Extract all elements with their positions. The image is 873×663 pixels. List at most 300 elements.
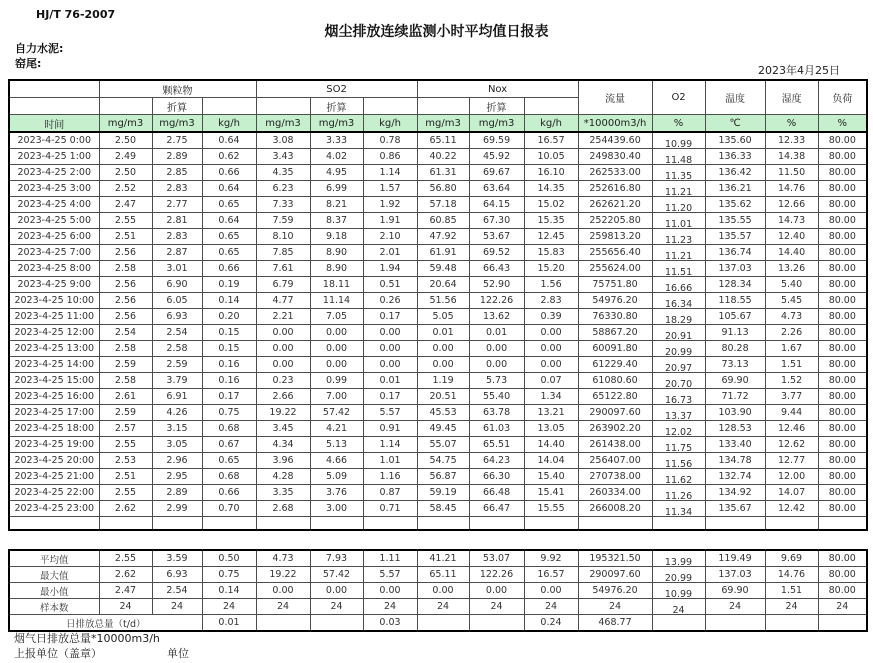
- summary-value-cell: 24: [256, 599, 310, 615]
- value-cell: 0.65: [202, 229, 256, 245]
- value-cell: 0.00: [256, 325, 310, 341]
- time-cell: 2023-4-25 7:00: [9, 245, 99, 261]
- value-cell: 0.65: [202, 245, 256, 261]
- table-row: [9, 469, 867, 485]
- value-cell: 2.56: [99, 277, 152, 293]
- table-row: [9, 501, 867, 517]
- value-cell: 252616.80: [578, 181, 652, 197]
- value-cell: 256407.00: [578, 453, 652, 469]
- time-cell: 2023-4-25 6:00: [9, 229, 99, 245]
- value-cell: 0.68: [202, 469, 256, 485]
- summary-label: 样本数: [9, 599, 99, 615]
- value-cell: 4.02: [310, 149, 363, 165]
- value-cell: 80.00: [818, 325, 867, 341]
- value-cell: 11.01: [652, 213, 705, 229]
- empty-cell: [578, 517, 652, 531]
- value-cell: 0.23: [256, 373, 310, 389]
- value-cell: 45.53: [417, 405, 469, 421]
- summary-value-cell: 24: [578, 599, 652, 615]
- value-cell: 6.05: [152, 293, 202, 309]
- value-cell: 136.42: [705, 165, 765, 181]
- value-cell: 5.40: [765, 277, 818, 293]
- time-cell: 2023-4-25 21:00: [9, 469, 99, 485]
- summary-value-cell: 9.92: [524, 550, 578, 567]
- empty-cell: [705, 517, 765, 531]
- value-cell: 0.66: [202, 485, 256, 501]
- value-cell: 69.90: [705, 373, 765, 389]
- daily-total-cell: 0.24: [524, 615, 578, 632]
- value-cell: 135.62: [705, 197, 765, 213]
- value-cell: 12.66: [765, 197, 818, 213]
- value-cell: 2.58: [99, 261, 152, 277]
- table-row: [9, 357, 867, 373]
- value-cell: 3.35: [256, 485, 310, 501]
- summary-value-cell: 80.00: [818, 583, 867, 599]
- time-cell: 2023-4-25 23:00: [9, 501, 99, 517]
- value-cell: 3.43: [256, 149, 310, 165]
- empty-cell: [152, 517, 202, 531]
- value-cell: 20.99: [652, 341, 705, 357]
- value-cell: 5.09: [310, 469, 363, 485]
- value-cell: 14.40: [524, 437, 578, 453]
- time-cell: 2023-4-25 4:00: [9, 197, 99, 213]
- summary-value-cell: 4.73: [256, 550, 310, 567]
- value-cell: 0.16: [202, 357, 256, 373]
- group-humidity: 湿度: [765, 80, 818, 115]
- summary-value-cell: 65.11: [417, 567, 469, 583]
- daily-total-cell: [417, 615, 469, 632]
- table-row: [9, 309, 867, 325]
- value-cell: 0.62: [202, 149, 256, 165]
- table-row: [9, 165, 867, 181]
- value-cell: 5.13: [310, 437, 363, 453]
- value-cell: 118.55: [705, 293, 765, 309]
- value-cell: 80.00: [818, 293, 867, 309]
- daily-total-cell: [818, 615, 867, 632]
- value-cell: 5.05: [417, 309, 469, 325]
- daily-total-cell: 0.01: [202, 615, 256, 632]
- value-cell: 0.66: [202, 261, 256, 277]
- summary-value-cell: 2.54: [152, 583, 202, 599]
- value-cell: 8.37: [310, 213, 363, 229]
- time-cell: 2023-4-25 15:00: [9, 373, 99, 389]
- summary-value-cell: 290097.60: [578, 567, 652, 583]
- summary-value-cell: 10.99: [652, 583, 705, 599]
- empty-cell: [202, 517, 256, 531]
- value-cell: 80.00: [818, 229, 867, 245]
- value-cell: 1.34: [524, 389, 578, 405]
- value-cell: 3.05: [152, 437, 202, 453]
- unit-header: mg/m3: [417, 115, 469, 133]
- value-cell: 128.53: [705, 421, 765, 437]
- value-cell: 2.89: [152, 485, 202, 501]
- group-so2: SO2: [256, 80, 417, 98]
- value-cell: 3.77: [765, 389, 818, 405]
- table-row: [9, 389, 867, 405]
- summary-value-cell: 41.21: [417, 550, 469, 567]
- summary-value-cell: 0.00: [256, 583, 310, 599]
- group-nox: Nox: [417, 80, 578, 98]
- daily-total-cell: [310, 615, 363, 632]
- summary-row: [9, 583, 867, 599]
- value-cell: 80.00: [818, 389, 867, 405]
- value-cell: 80.00: [818, 309, 867, 325]
- value-cell: 61229.40: [578, 357, 652, 373]
- value-cell: 11.26: [652, 485, 705, 501]
- summary-value-cell: 24: [99, 599, 152, 615]
- summary-value-cell: 195321.50: [578, 550, 652, 567]
- value-cell: 0.00: [417, 341, 469, 357]
- value-cell: 14.40: [765, 245, 818, 261]
- value-cell: 80.00: [818, 245, 867, 261]
- time-cell: 2023-4-25 2:00: [9, 165, 99, 181]
- summary-value-cell: 0.00: [417, 583, 469, 599]
- value-cell: 76330.80: [578, 309, 652, 325]
- table-row: [9, 245, 867, 261]
- value-cell: 7.85: [256, 245, 310, 261]
- value-cell: 135.67: [705, 501, 765, 517]
- value-cell: 47.92: [417, 229, 469, 245]
- value-cell: 11.34: [652, 501, 705, 517]
- value-cell: 2.81: [152, 213, 202, 229]
- table-row: [9, 197, 867, 213]
- value-cell: 263902.20: [578, 421, 652, 437]
- unit-header: mg/m3: [310, 115, 363, 133]
- value-cell: 0.00: [524, 325, 578, 341]
- daily-total-cell: 468.77: [578, 615, 652, 632]
- summary-value-cell: 119.49: [705, 550, 765, 567]
- time-cell: 2023-4-25 11:00: [9, 309, 99, 325]
- value-cell: 80.00: [818, 261, 867, 277]
- value-cell: 64.23: [469, 453, 524, 469]
- value-cell: 2.61: [99, 389, 152, 405]
- doc-code: HJ/T 76-2007: [36, 8, 116, 21]
- value-cell: 259813.20: [578, 229, 652, 245]
- value-cell: 266008.20: [578, 501, 652, 517]
- summary-value-cell: 9.69: [765, 550, 818, 567]
- table-row: [9, 277, 867, 293]
- value-cell: 5.73: [469, 373, 524, 389]
- value-cell: 2.58: [99, 341, 152, 357]
- value-cell: 6.79: [256, 277, 310, 293]
- value-cell: 80.00: [818, 357, 867, 373]
- value-cell: 0.14: [202, 293, 256, 309]
- unit-header: kg/h: [202, 115, 256, 133]
- value-cell: 75751.80: [578, 277, 652, 293]
- value-cell: 51.56: [417, 293, 469, 309]
- value-cell: 80.00: [818, 277, 867, 293]
- time-cell: 2023-4-25 1:00: [9, 149, 99, 165]
- value-cell: 260334.00: [578, 485, 652, 501]
- summary-value-cell: 54976.20: [578, 583, 652, 599]
- value-cell: 11.62: [652, 469, 705, 485]
- value-cell: 58.45: [417, 501, 469, 517]
- value-cell: 0.67: [202, 437, 256, 453]
- value-cell: 80.00: [818, 405, 867, 421]
- page-title: 烟尘排放连续监测小时平均值日报表: [324, 24, 549, 40]
- value-cell: 3.15: [152, 421, 202, 437]
- value-cell: 80.00: [818, 453, 867, 469]
- value-cell: 0.64: [202, 132, 256, 149]
- empty-cell: [417, 517, 469, 531]
- value-cell: 135.60: [705, 132, 765, 149]
- value-cell: 0.51: [363, 277, 417, 293]
- value-cell: 15.35: [524, 213, 578, 229]
- value-cell: 61.31: [417, 165, 469, 181]
- value-cell: 134.92: [705, 485, 765, 501]
- value-cell: 0.64: [202, 213, 256, 229]
- value-cell: 3.08: [256, 132, 310, 149]
- summary-label: 最大值: [9, 567, 99, 583]
- summary-value-cell: 0.00: [469, 583, 524, 599]
- value-cell: 66.48: [469, 485, 524, 501]
- value-cell: 12.77: [765, 453, 818, 469]
- value-cell: 0.00: [310, 357, 363, 373]
- summary-value-cell: 1.11: [363, 550, 417, 567]
- value-cell: 13.37: [652, 405, 705, 421]
- value-cell: 14.73: [765, 213, 818, 229]
- value-cell: 0.17: [363, 389, 417, 405]
- flue-gas-total-note: 烟气日排放总量*10000m3/h: [14, 632, 160, 645]
- value-cell: 2.10: [363, 229, 417, 245]
- value-cell: 4.77: [256, 293, 310, 309]
- value-cell: 11.75: [652, 437, 705, 453]
- value-cell: 2.83: [152, 229, 202, 245]
- value-cell: 103.90: [705, 405, 765, 421]
- value-cell: 3.33: [310, 132, 363, 149]
- value-cell: 63.64: [469, 181, 524, 197]
- value-cell: 0.00: [417, 357, 469, 373]
- value-cell: 105.67: [705, 309, 765, 325]
- summary-value-cell: 0.00: [524, 583, 578, 599]
- time-cell: 2023-4-25 8:00: [9, 261, 99, 277]
- empty-cell: [256, 98, 310, 115]
- value-cell: 0.15: [202, 341, 256, 357]
- empty-cell: [417, 98, 469, 115]
- value-cell: 19.22: [256, 405, 310, 421]
- value-cell: 0.01: [469, 325, 524, 341]
- value-cell: 54976.20: [578, 293, 652, 309]
- value-cell: 1.67: [765, 341, 818, 357]
- value-cell: 2.57: [99, 421, 152, 437]
- value-cell: 4.26: [152, 405, 202, 421]
- empty-cell: [818, 517, 867, 531]
- value-cell: 71.72: [705, 389, 765, 405]
- value-cell: 15.55: [524, 501, 578, 517]
- value-cell: 4.21: [310, 421, 363, 437]
- value-cell: 1.14: [363, 437, 417, 453]
- empty-cell: [99, 98, 152, 115]
- value-cell: 12.33: [765, 132, 818, 149]
- value-cell: 13.26: [765, 261, 818, 277]
- value-cell: 66.43: [469, 261, 524, 277]
- table-row: [9, 213, 867, 229]
- value-cell: 66.30: [469, 469, 524, 485]
- summary-value-cell: 57.42: [310, 567, 363, 583]
- summary-value-cell: 24: [310, 599, 363, 615]
- value-cell: 16.34: [652, 293, 705, 309]
- time-cell: 2023-4-25 0:00: [9, 132, 99, 149]
- value-cell: 6.23: [256, 181, 310, 197]
- value-cell: 91.13: [705, 325, 765, 341]
- value-cell: 16.66: [652, 277, 705, 293]
- value-cell: 45.92: [469, 149, 524, 165]
- empty-cell: [256, 517, 310, 531]
- empty-cell: [524, 98, 578, 115]
- value-cell: 0.68: [202, 421, 256, 437]
- empty-cell: [363, 98, 417, 115]
- value-cell: 2.51: [99, 469, 152, 485]
- table-row: [9, 405, 867, 421]
- value-cell: 2.77: [152, 197, 202, 213]
- value-cell: 80.00: [818, 421, 867, 437]
- value-cell: 69.52: [469, 245, 524, 261]
- value-cell: 0.70: [202, 501, 256, 517]
- unit-header: kg/h: [363, 115, 417, 133]
- value-cell: 6.99: [310, 181, 363, 197]
- value-cell: 10.05: [524, 149, 578, 165]
- value-cell: 18.29: [652, 309, 705, 325]
- value-cell: 13.62: [469, 309, 524, 325]
- value-cell: 15.20: [524, 261, 578, 277]
- value-cell: 2.75: [152, 132, 202, 149]
- value-cell: 73.13: [705, 357, 765, 373]
- converted-label: 折算: [469, 98, 524, 115]
- table-row: [9, 437, 867, 453]
- value-cell: 12.02: [652, 421, 705, 437]
- value-cell: 15.40: [524, 469, 578, 485]
- time-cell: 2023-4-25 9:00: [9, 277, 99, 293]
- value-cell: 80.00: [818, 469, 867, 485]
- value-cell: 0.17: [363, 309, 417, 325]
- value-cell: 0.00: [469, 341, 524, 357]
- summary-row: [9, 550, 867, 567]
- value-cell: 63.78: [469, 405, 524, 421]
- value-cell: 0.00: [524, 341, 578, 357]
- table-row: [9, 149, 867, 165]
- value-cell: 137.03: [705, 261, 765, 277]
- summary-value-cell: 80.00: [818, 567, 867, 583]
- value-cell: 2.21: [256, 309, 310, 325]
- value-cell: 12.40: [765, 229, 818, 245]
- value-cell: 2.56: [99, 245, 152, 261]
- value-cell: 0.01: [417, 325, 469, 341]
- value-cell: 53.67: [469, 229, 524, 245]
- summary-value-cell: 24: [524, 599, 578, 615]
- value-cell: 2.01: [363, 245, 417, 261]
- time-cell: 2023-4-25 18:00: [9, 421, 99, 437]
- summary-value-cell: 16.57: [524, 567, 578, 583]
- value-cell: 80.00: [818, 149, 867, 165]
- value-cell: 6.90: [152, 277, 202, 293]
- daily-total-cell: [256, 615, 310, 632]
- value-cell: 136.33: [705, 149, 765, 165]
- table-row: [9, 229, 867, 245]
- value-cell: 12.62: [765, 437, 818, 453]
- value-cell: 2.66: [256, 389, 310, 405]
- value-cell: 0.00: [363, 357, 417, 373]
- value-cell: 12.00: [765, 469, 818, 485]
- value-cell: 2.59: [99, 405, 152, 421]
- summary-value-cell: 13.99: [652, 550, 705, 567]
- value-cell: 2.56: [99, 293, 152, 309]
- value-cell: 2.53: [99, 453, 152, 469]
- unit-header: mg/m3: [152, 115, 202, 133]
- value-cell: 59.48: [417, 261, 469, 277]
- value-cell: 7.00: [310, 389, 363, 405]
- summary-value-cell: 5.57: [363, 567, 417, 583]
- summary-value-cell: 24: [818, 599, 867, 615]
- value-cell: 2.55: [99, 213, 152, 229]
- corner-cell: [9, 80, 99, 98]
- value-cell: 0.71: [363, 501, 417, 517]
- value-cell: 14.07: [765, 485, 818, 501]
- value-cell: 55.07: [417, 437, 469, 453]
- value-cell: 61080.60: [578, 373, 652, 389]
- value-cell: 20.97: [652, 357, 705, 373]
- empty-cell: [652, 517, 705, 531]
- value-cell: 4.34: [256, 437, 310, 453]
- summary-value-cell: 24: [469, 599, 524, 615]
- value-cell: 2.85: [152, 165, 202, 181]
- time-cell: 2023-4-25 17:00: [9, 405, 99, 421]
- summary-value-cell: 20.99: [652, 567, 705, 583]
- value-cell: 2.51: [99, 229, 152, 245]
- value-cell: 14.38: [765, 149, 818, 165]
- daily-total-cell: [765, 615, 818, 632]
- value-cell: 15.02: [524, 197, 578, 213]
- value-cell: 0.00: [363, 341, 417, 357]
- empty-row: [9, 517, 867, 531]
- value-cell: 8.10: [256, 229, 310, 245]
- value-cell: 67.30: [469, 213, 524, 229]
- value-cell: 1.56: [524, 277, 578, 293]
- value-cell: 12.42: [765, 501, 818, 517]
- value-cell: 7.05: [310, 309, 363, 325]
- time-cell: 2023-4-25 12:00: [9, 325, 99, 341]
- value-cell: 2.52: [99, 181, 152, 197]
- summary-label: 最小值: [9, 583, 99, 599]
- group-header-row: [9, 80, 867, 98]
- value-cell: 80.00: [818, 165, 867, 181]
- units-row: [9, 115, 867, 133]
- unit-header: %: [818, 115, 867, 133]
- value-cell: 80.00: [818, 213, 867, 229]
- value-cell: 0.16: [202, 373, 256, 389]
- value-cell: 6.91: [152, 389, 202, 405]
- summary-value-cell: 80.00: [818, 550, 867, 567]
- value-cell: 262533.00: [578, 165, 652, 181]
- value-cell: 4.95: [310, 165, 363, 181]
- value-cell: 80.00: [818, 373, 867, 389]
- value-cell: 0.78: [363, 132, 417, 149]
- value-cell: 2.96: [152, 453, 202, 469]
- value-cell: 2.47: [99, 197, 152, 213]
- empty-cell: [765, 517, 818, 531]
- value-cell: 1.57: [363, 181, 417, 197]
- summary-value-cell: 24: [417, 599, 469, 615]
- value-cell: 0.00: [256, 357, 310, 373]
- table-row: [9, 132, 867, 149]
- value-cell: 16.57: [524, 132, 578, 149]
- value-cell: 1.94: [363, 261, 417, 277]
- converted-label: 折算: [152, 98, 202, 115]
- value-cell: 2.26: [765, 325, 818, 341]
- value-cell: 0.00: [469, 357, 524, 373]
- value-cell: 60.85: [417, 213, 469, 229]
- value-cell: 49.45: [417, 421, 469, 437]
- value-cell: 7.33: [256, 197, 310, 213]
